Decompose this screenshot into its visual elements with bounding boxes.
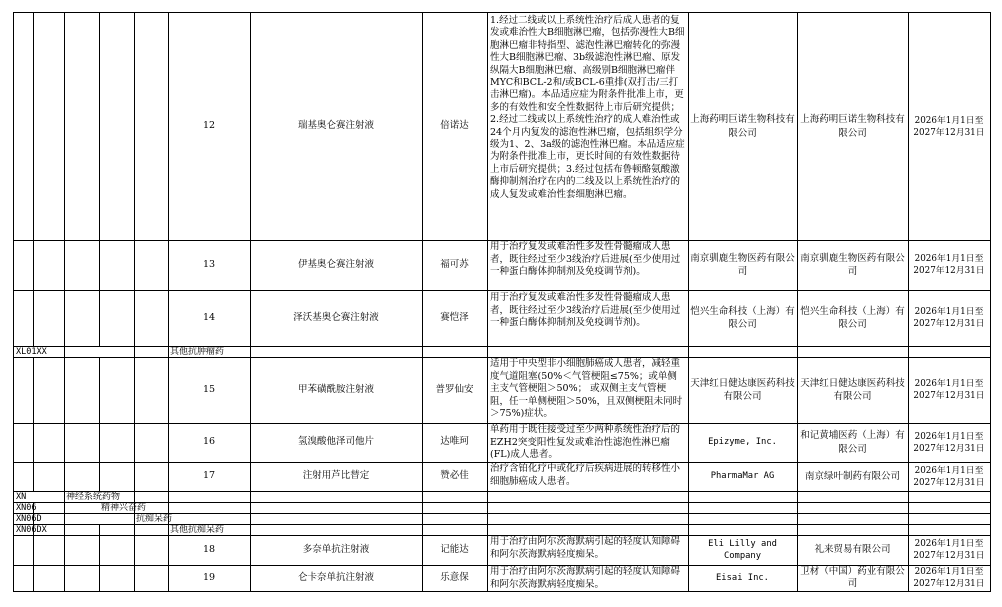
applicant: 天津红日健达康医药科技有限公司 bbox=[800, 377, 905, 402]
license-holder: Epizyme, Inc. bbox=[708, 437, 777, 448]
col-divider bbox=[99, 13, 100, 347]
applicant: 上海药明巨诺生物科技有限公司 bbox=[800, 114, 905, 139]
category-code: XN06 bbox=[16, 503, 37, 513]
agreement-period: 2026年1月1日至2027年12月31日 bbox=[913, 567, 985, 589]
drug-list-table bbox=[13, 12, 991, 592]
drug-name: 甲苯磺酰胺注射液 bbox=[297, 383, 374, 395]
agreement-period: 2026年1月1日至2027年12月31日 bbox=[913, 254, 985, 276]
col-divider bbox=[33, 358, 34, 492]
category-name: 其他抗痴呆药 bbox=[170, 525, 225, 535]
agreement-period: 2026年1月1日至2027年12月31日 bbox=[913, 431, 985, 454]
license-holder: Eisai Inc. bbox=[716, 572, 769, 583]
indication-text: 治疗含铂化疗中或化疗后疾病进展的转移性小细胞肺癌成人患者。 bbox=[490, 463, 681, 487]
row-divider bbox=[14, 491, 990, 492]
category-code: XN06DX bbox=[16, 525, 47, 535]
license-holder: 恺兴生命科技（上海）有限公司 bbox=[690, 305, 795, 330]
drug-name: 氢溴酸他泽司他片 bbox=[297, 436, 374, 448]
applicant: 礼来贸易有限公司 bbox=[814, 544, 891, 556]
row-number: 19 bbox=[202, 571, 216, 583]
license-holder: PharmaMar AG bbox=[710, 471, 775, 482]
category-code: XL01XX bbox=[16, 347, 47, 357]
row-number: 15 bbox=[202, 383, 216, 395]
row-number: 16 bbox=[202, 436, 216, 448]
brand-name: 达唯珂 bbox=[440, 436, 469, 448]
applicant: 恺兴生命科技（上海）有限公司 bbox=[800, 305, 905, 330]
agreement-period: 2026年1月1日至2027年12月31日 bbox=[913, 115, 985, 138]
license-holder: Eli Lilly and Company bbox=[708, 539, 777, 561]
col-divider bbox=[99, 358, 100, 492]
category-code: XN bbox=[16, 492, 27, 502]
row-divider bbox=[14, 502, 990, 503]
indication-text: 用于治疗复发或难治性多发性骨髓瘤成人患者，既往经过至少3线治疗后进展(至少使用过一种蛋白酶体抑制剂及免疫调节剂)。 bbox=[490, 241, 681, 278]
drug-name: 多奈单抗注射液 bbox=[302, 543, 370, 555]
license-holder: 南京驯鹿生物医药有限公司 bbox=[690, 252, 795, 277]
agreement-period: 2026年1月1日至2027年12月31日 bbox=[913, 379, 985, 401]
indication-text: 1.经过二线或以上系统性治疗后成人患者的复发或难治性大B细胞淋巴瘤，包括弥漫性大B细胞淋巴瘤非特指型、滤泡性淋巴瘤转化的弥漫性大B细胞淋巴瘤、3b级滤泡性淋巴瘤、原发纵隔大B细胞淋巴瘤、高级别B细胞淋巴瘤伴MYC和BCL-2和/或BCL-6重排(双打击/三打击淋巴瘤)。本品适应症为附条件批准上市，更多的有效性和安全性数据待上市后研究提供；2.经过二线或以上系统性治疗的成人难治性或24个月内复发的滤泡性淋巴瘤，包括组织学分级为1、2、3a级的滤泡性淋巴瘤。本品适应症为附条件批准上市，更长时间的有效性数据待上市后研究提供；3.经过包括布鲁顿酪氨酸激酶抑制剂治疗在内的二线及以上系统性治疗的成人复发或难治性套细胞淋巴瘤。 bbox=[490, 15, 685, 200]
indication-text: 用于治疗由阿尔茨海默病引起的轻度认知障碍和阿尔茨海默病轻度痴呆。 bbox=[490, 536, 681, 560]
applicant: 南京驯鹿生物医药有限公司 bbox=[800, 252, 905, 277]
brand-name: 普罗仙安 bbox=[435, 383, 474, 395]
row-divider bbox=[14, 346, 990, 347]
category-name: 抗痴呆药 bbox=[136, 514, 173, 524]
drug-name: 瑞基奥仑赛注射液 bbox=[297, 120, 374, 132]
category-name: 神经系统药物 bbox=[66, 492, 121, 502]
row-number: 13 bbox=[202, 258, 216, 270]
agreement-period: 2026年1月1日至2027年12月31日 bbox=[913, 465, 985, 488]
license-holder: 上海药明巨诺生物科技有限公司 bbox=[690, 114, 795, 139]
col-divider bbox=[64, 13, 65, 591]
agreement-period: 2026年1月1日至2027年12月31日 bbox=[913, 307, 985, 329]
category-name: 其他抗肿瘤药 bbox=[170, 347, 225, 357]
brand-name: 乐意保 bbox=[440, 571, 469, 583]
drug-name: 仑卡奈单抗注射液 bbox=[297, 571, 374, 583]
applicant: 和记黄埔医药（上海）有限公司 bbox=[800, 430, 905, 455]
drug-name: 泽沃基奥仑赛注射液 bbox=[293, 311, 379, 323]
category-code: XN06D bbox=[16, 514, 42, 524]
row-number: 17 bbox=[202, 470, 216, 482]
row-number: 12 bbox=[202, 120, 216, 132]
row-number: 14 bbox=[202, 311, 216, 323]
brand-name: 记能达 bbox=[440, 543, 469, 555]
indication-text: 用于治疗复发或难治性多发性骨髓瘤成人患者，既往经过至少3线治疗后进展(至少使用过一种蛋白酶体抑制剂及免疫调节剂)。 bbox=[490, 292, 681, 329]
applicant: 卫材（中国）药业有限公司 bbox=[800, 566, 905, 589]
applicant: 南京绿叶制药有限公司 bbox=[804, 470, 900, 482]
drug-name: 注射用芦比替定 bbox=[302, 470, 370, 482]
indication-text: 单药用于既往接受过至少两种系统性治疗后的EZH2突变阳性复发或难治性滤泡性淋巴瘤(FL)成人患者。 bbox=[490, 424, 681, 461]
brand-name: 赞必佳 bbox=[440, 470, 469, 482]
brand-name: 福可苏 bbox=[440, 258, 469, 270]
indication-text: 适用于中央型非小细胞肺癌成人患者，减轻重度气道阻塞(50%＜气管梗阻≤75%；或单侧主支气管梗阻＞50%； 或双侧主支气管梗阻，任一单侧梗阻＞50%，且双侧梗阻未同时＞75%)症状。 bbox=[490, 358, 683, 420]
category-name: 精神兴奋药 bbox=[101, 503, 147, 513]
col-divider bbox=[99, 524, 100, 591]
row-number: 18 bbox=[202, 543, 216, 555]
agreement-period: 2026年1月1日至2027年12月31日 bbox=[913, 539, 985, 561]
brand-name: 赛恺泽 bbox=[440, 311, 469, 323]
indication-text: 用于治疗由阿尔茨海默病引起的轻度认知障碍和阿尔茨海默病轻度痴呆。 bbox=[490, 566, 681, 590]
drug-name: 伊基奥仑赛注射液 bbox=[297, 258, 374, 270]
brand-name: 倍诺达 bbox=[440, 120, 469, 132]
col-divider bbox=[33, 13, 34, 347]
license-holder: 天津红日健达康医药科技有限公司 bbox=[690, 377, 795, 402]
